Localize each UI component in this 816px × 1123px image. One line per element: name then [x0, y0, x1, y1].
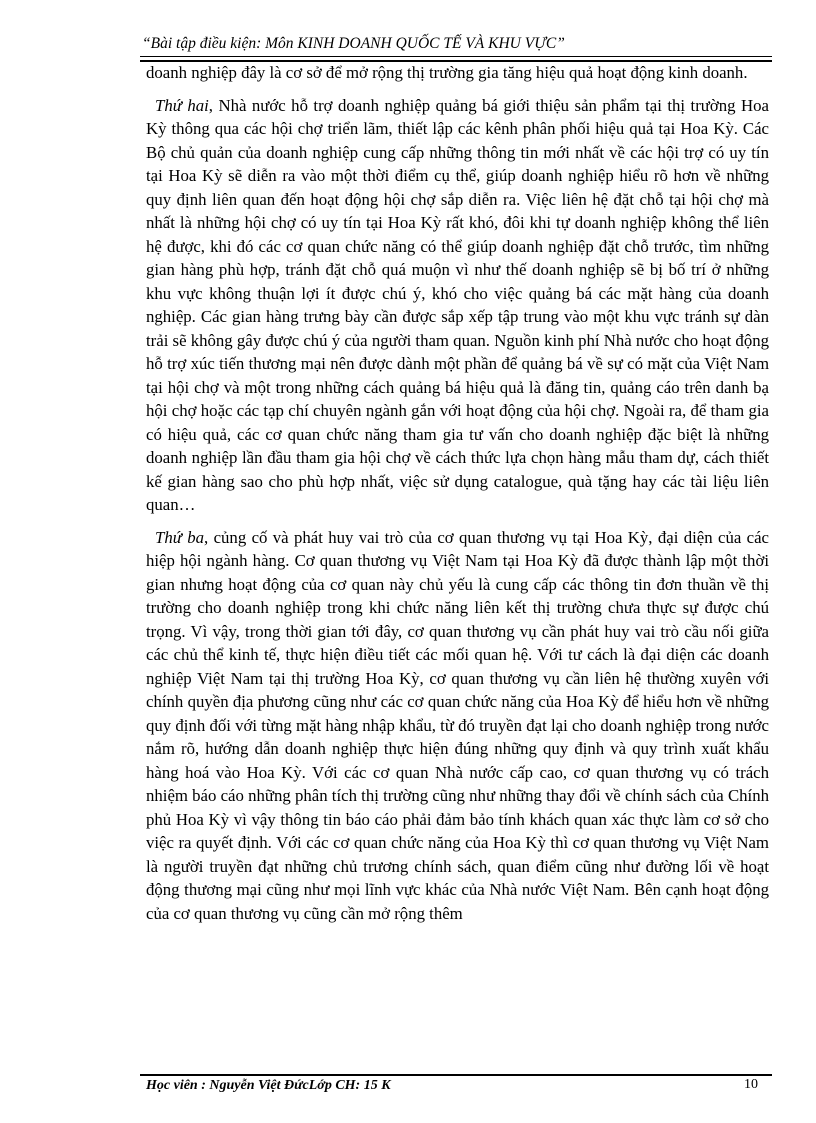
header-rule-thin: [140, 56, 772, 57]
paragraph-lead-thu-ba: Thứ ba: [155, 527, 205, 547]
footer-author: Học viên : Nguyễn Việt ĐứcLớp CH: 15 K: [146, 1078, 391, 1093]
paragraph-text-thu-hai: , Nhà nước hỗ trợ doanh nghiệp quảng bá giới thiệu sản phẩm tại thị trường Hoa Kỳ thông qua các hội chợ triển lãm, thiết lập các kênh phân phối hiệu quả tại Hoa Kỳ. Các Bộ chủ quản của doanh nghiệp cung cấp những thông tin mới nhất về các hội trợ có uy tín tại Hoa Kỳ sẽ diễn ra vào một thời điểm cụ thể, giúp doanh nghiệp hiểu rõ hơn về những quy định liên quan đến hoạt động hội chợ sắp diễn ra. Việc liên hệ đặt chỗ tại hội chợ mà nhất là những hội chợ có uy tín tại Hoa Kỳ rất khó, đôi khi tự doanh nghiệp không thể liên hệ được, khi đó các cơ quan chức năng có thể giúp doanh nghiệp đặt chỗ trước, tìm những gian hàng phù hợp, tránh đặt chỗ quá muộn vì như thế doanh nghiệp sẽ bị bố trí ở những khu vực không thuận lợi ít được chú ý, khó cho việc quảng bá các mặt hàng của doanh nghiệp. Các gian hàng trưng bày cần được sắp xếp tập trung vào một khu vực tránh sự dàn trải sẽ không gây được chú ý của người tham quan. Nguồn kinh phí Nhà nước cho hoạt động hỗ trợ xúc tiến thương mại nên được dành một phần để quảng bá về sự có mặt của Việt Nam tại hội chợ và một trong những cách quảng bá hiệu quả là đăng tin, quảng cáo trên danh bạ hội chợ hoặc các tạp chí chuyên ngành gắn với hoạt động của hội chợ. Ngoài ra, để tham gia có hiệu quả, các cơ quan chức năng tham gia tư vấn cho doanh nghiệp đặc biệt là những doanh nghiệp lần đầu tham gia hội chợ về cách thức lựa chọn hàng mẫu tham dự, cách thiết kế gian hàng sao cho phù hợp nhất, việc sử dụng catalogue, quà tặng hay các tài liệu liên quan…: [146, 95, 769, 514]
paragraph-continuation: doanh nghiệp đây là cơ sở để mở rộng thị trường gia tăng hiệu quả hoạt động kinh doanh.: [146, 63, 748, 82]
body-text: [146, 61, 769, 934]
footer-rule: [140, 1074, 772, 1076]
running-header: “Bài tập điều kiện: Môn KINH DOANH QUỐC TẾ VÀ KHU VỰC”: [142, 35, 565, 52]
paragraph-text-thu-ba: , củng cố và phát huy vai trò của cơ quan thương vụ tại Hoa Kỳ, đại diện của các hiệp hội ngành hàng. Cơ quan thương vụ Việt Nam tại Hoa Kỳ đã được thành lập một thời gian nhưng hoạt động của cơ quan này chủ yếu là cung cấp các thông tin đơn thuần về thị trường cho doanh nghiệp trong khi chức năng liên kết thị trường chưa thực sự được chú trọng. Vì vậy, trong thời gian tới đây, cơ quan thương vụ cần phát huy vai trò cầu nối giữa các chủ thể kinh tế, thực hiện điều tiết các mối quan hệ. Với tư cách là đại diện các doanh nghiệp Việt Nam tại thị trường Hoa Kỳ, cơ quan thương vụ cần liên hệ thường xuyên với chính quyền địa phương cũng như các cơ quan chức năng của Hoa Kỳ để hiểu hơn về những quy định đối với từng mặt hàng nhập khẩu, từ đó truyền đạt lại cho doanh nghiệp trong nước nắm rõ, hướng dẫn doanh nghiệp thực hiện đúng những quy định và quy trình xuất khẩu hàng hoá vào Hoa Kỳ. Với các cơ quan Nhà nước cấp cao, cơ quan thương vụ có trách nhiệm báo cáo những phân tích thị trường cũng như những thay đổi về chính sách của Chính phủ Hoa Kỳ vì vậy thông tin báo cáo phải đảm bảo tính khách quan xác thực làm cơ sở cho việc ra quyết định. Với các cơ quan chức năng của Hoa Kỳ thì cơ quan thương vụ Việt Nam là người truyền đạt những chủ trương chính sách, quan điểm cũng như đường lối về hoạt động thương mại cũng như mọi lĩnh vực khác của Nhà nước Việt Nam. Bên cạnh hoạt động của cơ quan thương vụ cũng cần mở rộng thêm: [146, 527, 769, 923]
page-number: 10: [744, 1077, 758, 1092]
paragraph-thu-ba: [146, 526, 769, 926]
paragraph-thu-hai: [146, 94, 769, 517]
paragraph-lead-thu-hai: Thứ hai: [155, 95, 209, 115]
